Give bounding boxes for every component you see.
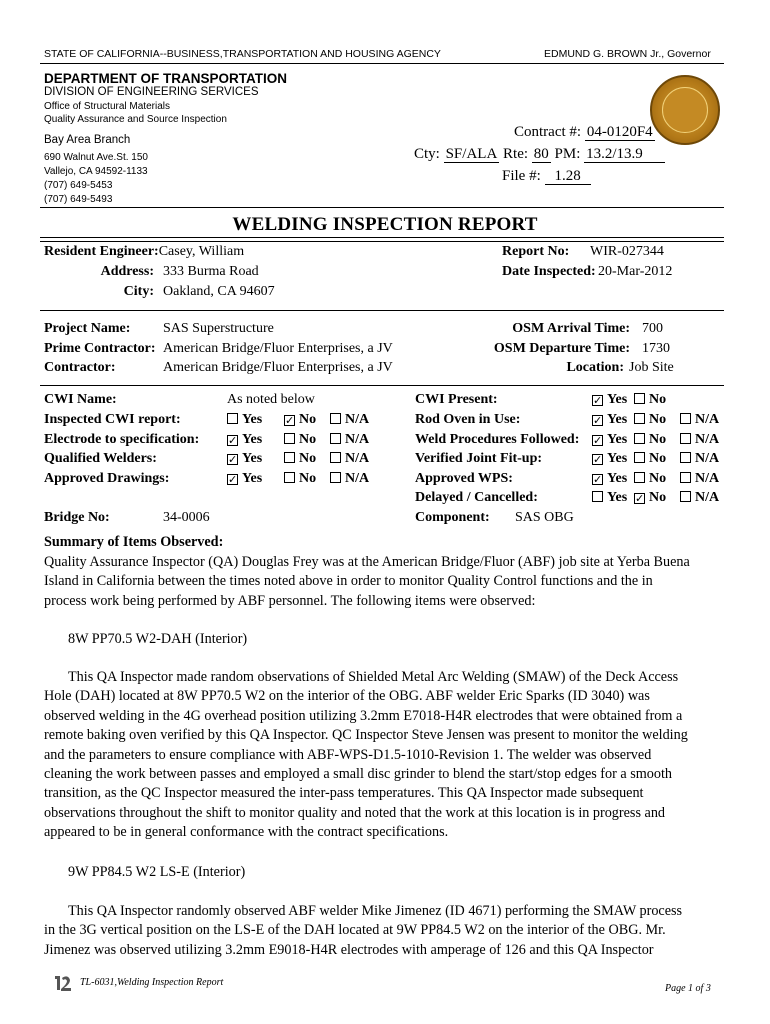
- right-na-1-checkbox[interactable]: [680, 433, 691, 444]
- left-yes-3[interactable]: ✓ Yes: [228, 470, 263, 486]
- right-na-4-checkbox[interactable]: [680, 491, 691, 502]
- report-number-label: Report No:: [502, 244, 570, 259]
- cwi-name-label: CWI Name:: [44, 392, 117, 407]
- osm-departure-time: 1730: [642, 341, 670, 356]
- cwi-present-yes-checkbox[interactable]: ✓: [593, 394, 603, 407]
- right-na-4[interactable]: N/A: [680, 490, 719, 506]
- phone-line-1: (707) 649-5453: [44, 180, 113, 191]
- right-yes-1-checkbox[interactable]: ✓: [593, 433, 603, 447]
- right-no-2-checkbox[interactable]: [634, 452, 645, 463]
- left-check-label-0: Inspected CWI report:: [44, 412, 181, 427]
- prime-contractor-label: Prime Contractor:: [44, 341, 156, 356]
- right-no-0[interactable]: No: [634, 412, 666, 428]
- left-no-1-checkbox[interactable]: [284, 433, 295, 444]
- right-yes-1[interactable]: ✓ Yes: [593, 431, 628, 447]
- left-no-1[interactable]: No: [284, 432, 316, 448]
- right-na-3-checkbox[interactable]: [680, 472, 691, 483]
- department-title: DEPARTMENT OF TRANSPORTATION: [44, 71, 287, 86]
- office-text: Office of Structural Materials: [44, 101, 170, 112]
- right-na-3[interactable]: N/A: [680, 471, 719, 487]
- right-no-4[interactable]: ✓ No: [635, 490, 667, 505]
- left-yes-3-checkbox[interactable]: ✓: [228, 472, 238, 486]
- summary-intro: Quality Assurance Inspector (QA) Douglas Frey was at the American Bridge/Fluor (ABF) job site at Yerba Buena Island in California between the times noted above in order to monitor Quality Control functions and the in process work being performed by ABF personnel. The following items were observed:: [44, 554, 690, 609]
- right-na-0-checkbox[interactable]: [680, 413, 691, 424]
- page-number: Page 1 of 3: [665, 983, 711, 994]
- left-na-3[interactable]: N/A: [330, 471, 369, 487]
- prime-contractor: American Bridge/Fluor Enterprises, a JV: [163, 341, 393, 356]
- form-id: TL-6031,Welding Inspection Report: [80, 977, 224, 988]
- subsection-2-title: 9W PP84.5 W2 LS-E (Interior): [68, 864, 246, 880]
- right-no-3-checkbox[interactable]: [634, 472, 645, 483]
- location-codes: Cty: SF/ALA Rte: 80 PM: 13.2/13.9: [414, 146, 665, 163]
- date-inspected-label: Date Inspected:: [502, 264, 596, 279]
- osm-arrival-time: 700: [642, 321, 663, 336]
- left-yes-0-checkbox[interactable]: [227, 413, 238, 424]
- bridge-no-label: Bridge No:: [44, 510, 110, 525]
- right-check-label-2: Verified Joint Fit-up:: [415, 451, 543, 466]
- left-check-label-3: Approved Drawings:: [44, 470, 170, 486]
- subsection-1-text: This QA Inspector made random observations of Shielded Metal Arc Welding (SMAW) of the Deck Access Hole (DAH) located at 8W PP70.5 W2 on the interior of the OBG. ABF welder Eric Sparks (ID 3040) was observed welding in the 4G overhead position utilizing 3.2mm E7018-H4R electrodes that were obtained from a remote baking oven verified by this QA Inspector. QC Inspector Steve Jensen was present to monitor the welding and the parameters to ensure compliance with ABF-WPS-D1.5-1010-Revision 1. The welder was observed cleaning the work between passes and employed a small disc grinder to blend the start/stop edges for a smooth transition, as the QC Inspector measured the inter-pass temperatures. This QA Inspector made subsequent observations throughout the shift to monitor quality and noted that the work at this location is in progress and appeared to be in general conformance with the contract specifications.: [44, 669, 688, 841]
- resident-engineer: Resident Engineer:Casey, William: [44, 244, 245, 259]
- agency-text: STATE OF CALIFORNIA--BUSINESS,TRANSPORTATION AND HOUSING AGENCY: [44, 48, 441, 60]
- right-check-label-4: Delayed / Cancelled:: [415, 490, 538, 505]
- left-na-1[interactable]: N/A: [330, 432, 369, 448]
- right-no-3[interactable]: No: [634, 471, 666, 487]
- project-divider: [40, 385, 724, 386]
- right-yes-4-checkbox[interactable]: [592, 491, 603, 502]
- cwi-name-value: As noted below: [227, 392, 315, 407]
- left-check-label-2: Qualified Welders:: [44, 451, 157, 466]
- engineer-divider: [40, 310, 724, 311]
- right-check-label-1: Weld Procedures Followed:: [415, 431, 580, 447]
- left-no-2[interactable]: No: [284, 451, 316, 467]
- right-na-0[interactable]: N/A: [680, 412, 719, 428]
- left-yes-1-checkbox[interactable]: ✓: [228, 433, 238, 447]
- left-na-3-checkbox[interactable]: [330, 472, 341, 483]
- right-yes-0-checkbox[interactable]: ✓: [593, 414, 603, 427]
- left-na-2[interactable]: N/A: [330, 451, 369, 467]
- address-line-2: Vallejo, CA 94592-1133: [44, 166, 148, 177]
- report-title: WELDING INSPECTION REPORT: [232, 214, 538, 235]
- right-na-1[interactable]: N/A: [680, 432, 719, 448]
- address-label: Address:: [100, 264, 154, 279]
- state-seal-icon: [650, 75, 720, 145]
- project-name: SAS Superstructure: [163, 321, 274, 336]
- contractor: American Bridge/Fluor Enterprises, a JV: [163, 360, 393, 375]
- summary-heading: Summary of Items Observed:: [44, 534, 224, 550]
- right-na-2[interactable]: N/A: [680, 451, 719, 467]
- contract-number: Contract #: 04-0120F4: [514, 124, 653, 140]
- left-check-label-1: Electrode to specification:: [44, 431, 200, 447]
- cwi-present-no[interactable]: No: [634, 392, 666, 408]
- file-number: File #: 1.28: [502, 168, 591, 185]
- left-yes-2-checkbox[interactable]: ✓: [228, 453, 238, 466]
- governor-text: EDMUND G. BROWN Jr., Governor: [544, 48, 711, 60]
- right-no-1-checkbox[interactable]: [634, 433, 645, 444]
- address-value: 333 Burma Road: [163, 264, 259, 279]
- left-yes-0[interactable]: Yes: [227, 412, 262, 428]
- osm-departure-label: OSM Departure Time:: [493, 341, 630, 356]
- left-na-0-checkbox[interactable]: [330, 413, 341, 424]
- left-na-2-checkbox[interactable]: [330, 452, 341, 463]
- caltrans-logo-icon: [52, 972, 74, 994]
- left-no-2-checkbox[interactable]: [284, 452, 295, 463]
- right-no-4-checkbox[interactable]: ✓: [635, 492, 645, 505]
- contract-divider: [40, 207, 724, 208]
- branch-text: Bay Area Branch: [44, 134, 131, 146]
- subsection-1-title: 8W PP70.5 W2-DAH (Interior): [68, 631, 248, 647]
- cwi-present-label: CWI Present:: [415, 392, 498, 407]
- left-no-3[interactable]: No: [284, 471, 316, 487]
- bridge-no: 34-0006: [163, 510, 210, 525]
- contractor-label: Contractor:: [44, 360, 116, 375]
- right-no-0-checkbox[interactable]: [634, 413, 645, 424]
- right-no-2[interactable]: No: [634, 451, 666, 467]
- left-na-1-checkbox[interactable]: [330, 433, 341, 444]
- osm-arrival-label: OSM Arrival Time:: [512, 321, 630, 336]
- left-no-0-checkbox[interactable]: ✓: [285, 414, 295, 427]
- left-yes-1[interactable]: ✓ Yes: [228, 431, 263, 447]
- city-label: City:: [123, 284, 154, 299]
- project-name-label: Project Name:: [44, 321, 131, 336]
- cwi-present-no-checkbox[interactable]: [634, 393, 645, 404]
- division-text: DIVISION OF ENGINEERING SERVICES: [44, 86, 259, 98]
- date-inspected: 20-Mar-2012: [598, 264, 673, 279]
- right-yes-3[interactable]: ✓ Yes: [593, 470, 628, 486]
- right-na-2-checkbox[interactable]: [680, 452, 691, 463]
- right-yes-4[interactable]: Yes: [592, 490, 627, 506]
- left-no-3-checkbox[interactable]: [284, 472, 295, 483]
- address-line-1: 690 Walnut Ave.St. 150: [44, 152, 148, 163]
- title-divider: [40, 237, 724, 242]
- right-check-label-3: Approved WPS:: [415, 470, 513, 486]
- left-yes-2[interactable]: ✓ Yes: [228, 451, 263, 466]
- location-label: Location:: [566, 360, 624, 375]
- city-value: Oakland, CA 94607: [163, 284, 275, 299]
- left-no-0[interactable]: ✓ No: [285, 412, 317, 427]
- cwi-present-yes[interactable]: ✓ Yes: [593, 392, 628, 407]
- component-label: Component:: [415, 510, 490, 525]
- report-number: WIR-027344: [590, 244, 664, 259]
- right-yes-0[interactable]: ✓ Yes: [593, 412, 628, 427]
- component-value: SAS OBG: [515, 510, 574, 525]
- right-no-1[interactable]: No: [634, 432, 666, 448]
- right-check-label-0: Rod Oven in Use:: [415, 412, 521, 427]
- subsection-2-text: This QA Inspector randomly observed ABF welder Mike Jimenez (ID 4671) performing the SMAW process in the 3G vertical position on the LS-E of the DAH located at 9W PP84.5 W2 on the interior of the OBG. Mr. Jimenez was observed utilizing 3.2mm E9018-H4R electrodes with amperage of 126 and this QA Inspector: [44, 903, 683, 958]
- right-yes-3-checkbox[interactable]: ✓: [593, 472, 603, 486]
- qa-text: Quality Assurance and Source Inspection: [44, 114, 227, 125]
- right-yes-2-checkbox[interactable]: ✓: [593, 453, 603, 466]
- left-na-0[interactable]: N/A: [330, 412, 369, 428]
- phone-line-2: (707) 649-5493: [44, 194, 113, 205]
- right-yes-2[interactable]: ✓ Yes: [593, 451, 628, 466]
- location-value: Job Site: [629, 360, 674, 375]
- header-divider: [40, 63, 724, 64]
